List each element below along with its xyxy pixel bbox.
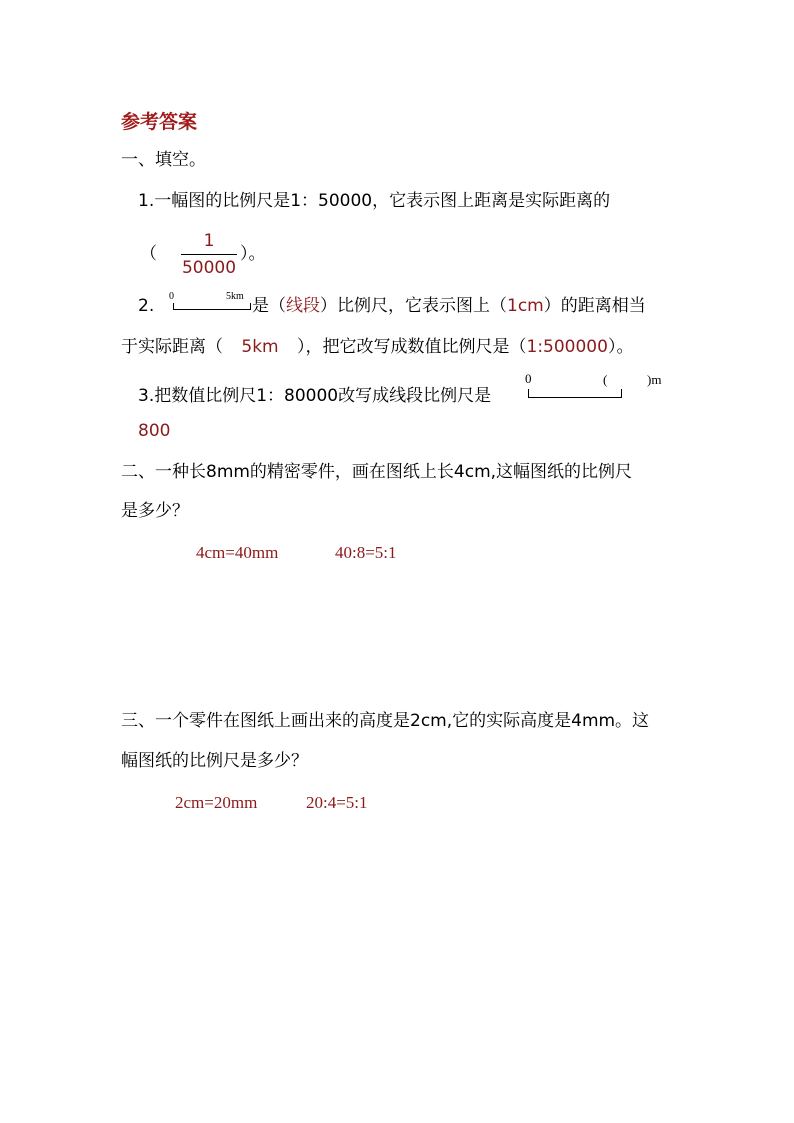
q3-scalebar-paren-close: )m [647,372,662,387]
q3-scalebar-paren-open: ( [603,372,608,387]
answer-key-title: 参考答案 [121,111,198,133]
q2-line2-a: 于实际距离（ [121,337,223,357]
q1-fraction-answer [181,231,237,278]
q2-line2-b: ），把它改写成数值比例尺是（ [297,337,527,357]
section-2-line2: 是多少？ [121,501,189,521]
q2-number: 2. [138,296,155,316]
q3-answer: 800 [138,421,171,441]
q3-scalebar-start-label: 0 [525,371,532,386]
q2-answer-actual-distance: 5km [241,337,279,357]
q2-scalebar-start-label: 0 [169,291,174,302]
q2-answer-map-distance: 1cm [507,296,544,316]
section-3-line2: 幅图纸的比例尺是多少？ [121,751,308,771]
section-2-work-ratio: 40:8=5:1 [335,543,397,562]
q1-text: 1.一幅图的比例尺是1：50000，它表示图上距离是实际距离的 [138,191,611,211]
section-2-work-conversion: 4cm=40mm [196,543,279,562]
section-2-line1: 二、一种长8mm的精密零件，画在图纸上长4cm,这幅图纸的比例尺 [121,462,633,482]
q2-scalebar-end-label: 5km [226,291,244,302]
q1-fraction-numerator: 1 [203,231,215,251]
q2-line-segment-scalebar [173,303,251,310]
q3-line-segment-scalebar [528,389,622,398]
q1-fraction-bar [181,254,237,255]
q2-line2 [121,337,633,357]
q2-text-b: ）比例尺，它表示图上（ [320,296,507,316]
q1-paren-open: （ [140,244,157,264]
q2-answer-ratio: 1:500000 [526,337,608,357]
q3-text: 3.把数值比例尺1：80000改写成线段比例尺是 [138,386,492,406]
section-3-work-ratio: 20:4=5:1 [306,793,368,812]
section-3-line1: 三、一个零件在图纸上画出来的高度是2cm,它的实际高度是4mm。这 [121,711,650,731]
q2-text-a: 是（ [252,296,286,316]
q1-paren-close: ）。 [240,244,266,264]
q2-text-c: ）的距离相当 [543,296,646,316]
section-1-heading: 一、填空。 [121,150,206,170]
q2-line2-c: ）。 [607,337,634,357]
section-3-work-conversion: 2cm=20mm [175,793,258,812]
q1-fraction-denominator: 50000 [181,258,237,278]
q2-answer-scale-type: 线段 [286,296,320,316]
q2-line1 [252,296,646,316]
